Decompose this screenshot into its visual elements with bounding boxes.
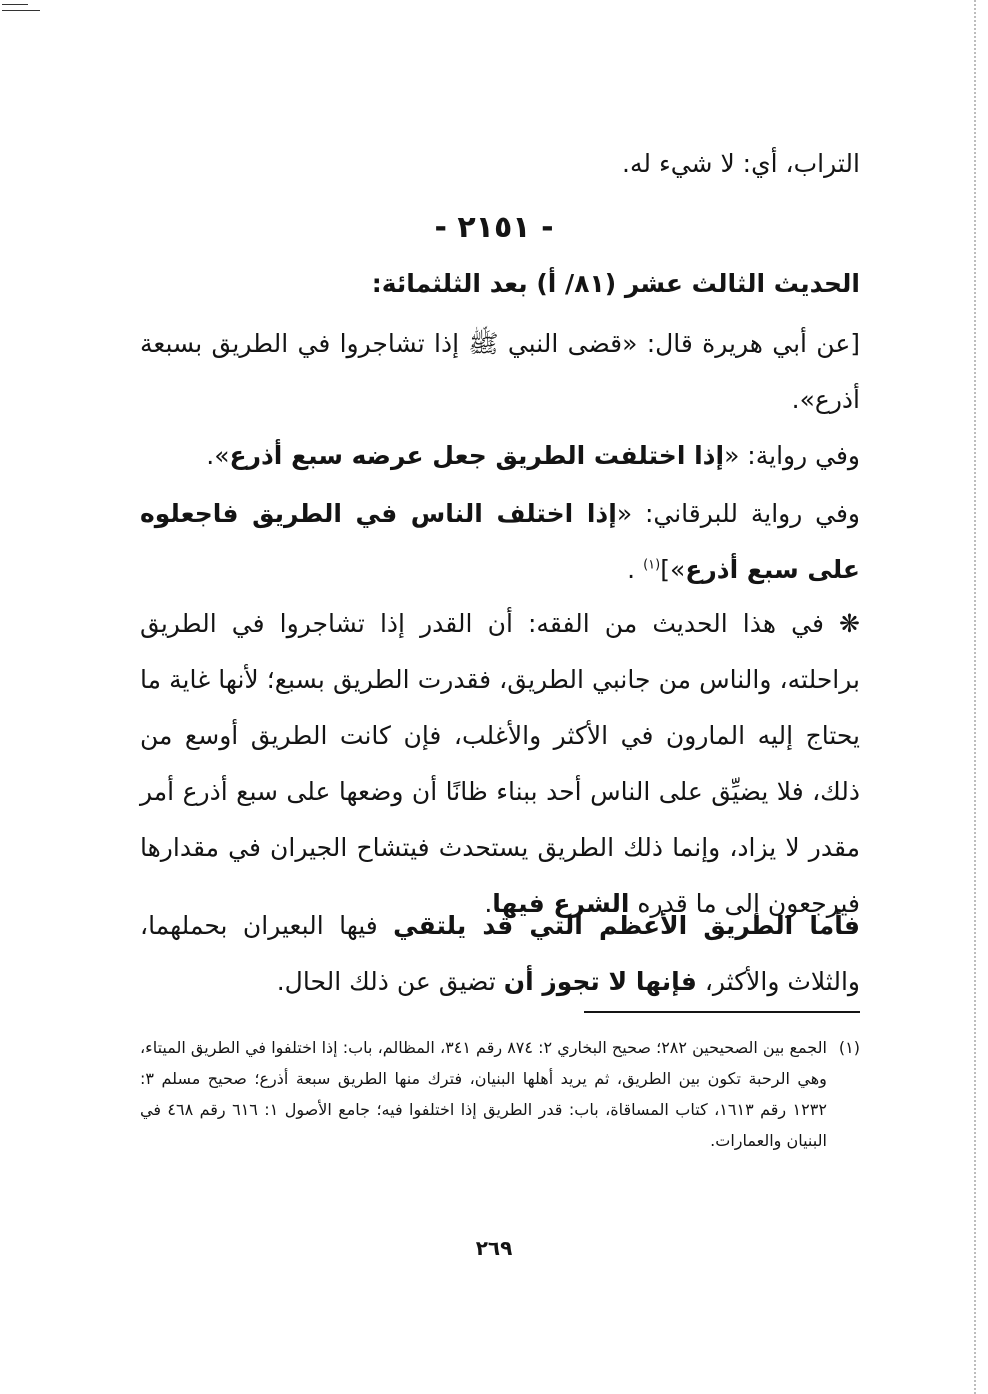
header-line: التراب، أي: لا شيء له.	[622, 149, 860, 178]
narration-outro: ».	[791, 385, 815, 414]
section-title: الحديث الثالث عشر (٨١/ أ) بعد الثلثمائة:	[371, 269, 860, 298]
hadith-number: - ٢١٥١ -	[434, 210, 554, 245]
page-number: ٢٦٩	[475, 1236, 513, 1260]
fiqh-paragraph	[140, 596, 860, 932]
final-bold-1: فأما الطريق الأعظم التي قد يلتقي	[393, 911, 860, 940]
footnotes	[140, 1032, 860, 1156]
final-bold-2: فإنها لا تجوز أن	[503, 967, 697, 996]
riwaya-2-intro: وفي رواية للبرقاني: «	[616, 499, 860, 528]
final-paragraph	[140, 898, 860, 1010]
narration-quote: قضى النبي ﷺ إذا تشاجروا في الطريق بسبعة أذرع	[140, 329, 860, 414]
riwaya-1-outro: ».	[206, 441, 230, 470]
fiqh-text: في هذا الحديث من الفقه: أن القدر إذا تشاجروا في الطريق براحلته، والناس من جانبي الطريق، فقدرت الطريق بسبع؛ لأنها غاية ما يحتاج إليه المارون في الأكثر والأغلب، فإن كانت الطريق أوسع من ذلك، فلا يضيِّق على الناس أحد ببناء ظانًا أن وضعها على سبع أذرع أمر مقدر لا يزاد، وإنما ذلك الطريق يستحدث فيتشاح الجيران في مقدارها فيرجعون إلى ما قدره	[140, 609, 860, 918]
star-icon: ❋	[839, 609, 860, 638]
scan-corner-mark	[2, 4, 28, 5]
scan-corner-mark	[2, 10, 40, 11]
riwaya-1-paragraph	[140, 428, 860, 484]
footnote-item	[140, 1032, 860, 1156]
footnote-marker: (١)	[838, 1038, 860, 1057]
riwaya-1-quote: إذا اختلفت الطريق جعل عرضه سبع أذرع	[229, 441, 725, 470]
riwaya-2-paragraph	[140, 486, 860, 598]
riwaya-1-intro: وفي رواية: «	[724, 441, 860, 470]
fiqh-text-bold: الشرع فيها	[492, 889, 630, 918]
narration-intro: [عن أبي هريرة قال: «	[622, 329, 860, 358]
riwaya-2-outro: »]	[660, 555, 686, 584]
riwaya-2-quote: إذا اختلف الناس في الطريق فاجعلوه على سبع أذرع	[140, 499, 860, 584]
fiqh-text-end: .	[484, 889, 493, 918]
footnote-ref-marker: (١)	[643, 557, 661, 573]
riwaya-2-end: .	[627, 555, 644, 584]
footnote-divider	[584, 1011, 860, 1013]
final-normal-2: تضيق عن ذلك الحال.	[276, 967, 504, 996]
narration-paragraph	[140, 316, 860, 428]
footnote-text: الجمع بين الصحيحين ٢٨٢؛ صحيح البخاري ٢: ٨٧٤ رقم ٣٤١، المظالم، باب: إذا اختلفوا في الطريق الميتاء، وهي الرحبة تكون بين الطريق، ثم يريد أهلها البنيان، فترك منها الطريق سبعة أذرع؛ صحيح مسلم ٣: ١٢٣٢ رقم ١٦١٣، كتاب المساقاة، باب: قدر الطريق إذا اختلفوا فيه؛ جامع الأصول ١: ٦١٦ رقم ٤٦٨ في البنيان والعمارات.	[140, 1038, 827, 1150]
final-normal-1: فيها البعيران بحملهما، والثلاث والأكثر،	[140, 911, 860, 996]
